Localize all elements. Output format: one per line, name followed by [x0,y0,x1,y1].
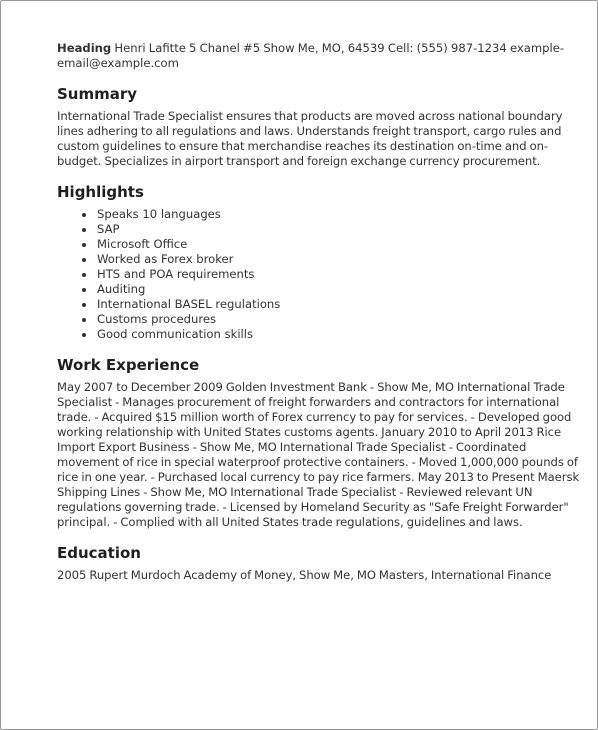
list-item: Microsoft Office [97,237,591,252]
list-item: Good communication skills [97,327,591,342]
highlights-heading: Highlights [57,183,144,201]
highlights-list [57,207,591,342]
list-item: Customs procedures [97,312,591,327]
experience-heading: Work Experience [57,356,200,374]
contact-label: Heading [57,41,112,55]
contact-details: Henri Lafitte 5 Chanel #5 Show Me, MO, 64539 Cell: (555) 987-1234 example-email@example.com [57,41,565,70]
education-text: 2005 Rupert Murdoch Academy of Money, Show Me, MO Masters, International Finance [57,568,552,582]
experience-text: May 2007 to December 2009 Golden Investment Bank - Show Me, MO International Trade Specialist - Manages procurement of freight forwarders and contractors for international trade. - Acquired $15 million worth of Forex currency to pay for services. - Developed good working relationship with United States customs agents. January 2010 to April 2013 Rice Import Export Business - Show Me, MO International Trade Specialist - Coordinated movement of rice in special waterproof protective containers. - Moved 1,000,000 pounds of rice in one year. - Purchased local currency to pay rice farmers. May 2013 to Present Maersk Shipping Lines - Show Me, MO International Trade Specialist - Reviewed relevant UN regulations governing trade. - Licensed by Homeland Security as "Safe Freight Forwarder" principal. - Complied with all United States trade regulations, guidelines and laws. [57,380,580,529]
contact-heading [57,41,591,71]
list-item: Auditing [97,282,591,297]
list-item: HTS and POA requirements [97,267,591,282]
summary-text: International Trade Specialist ensures that products are moved across national boundary lines adhering to all regulations and laws. Understands freight transport, cargo rules and custom guidelines to ensure that merchandise reaches its destination on-time and on-budget. Specializes in airport transport and foreign exchange currency procurement. [57,109,563,168]
education-heading: Education [57,544,141,562]
resume-document [57,41,591,583]
list-item: Speaks 10 languages [97,207,591,222]
list-item: International BASEL regulations [97,297,591,312]
list-item: Worked as Forex broker [97,252,591,267]
list-item: SAP [97,222,591,237]
summary-heading: Summary [57,85,138,103]
